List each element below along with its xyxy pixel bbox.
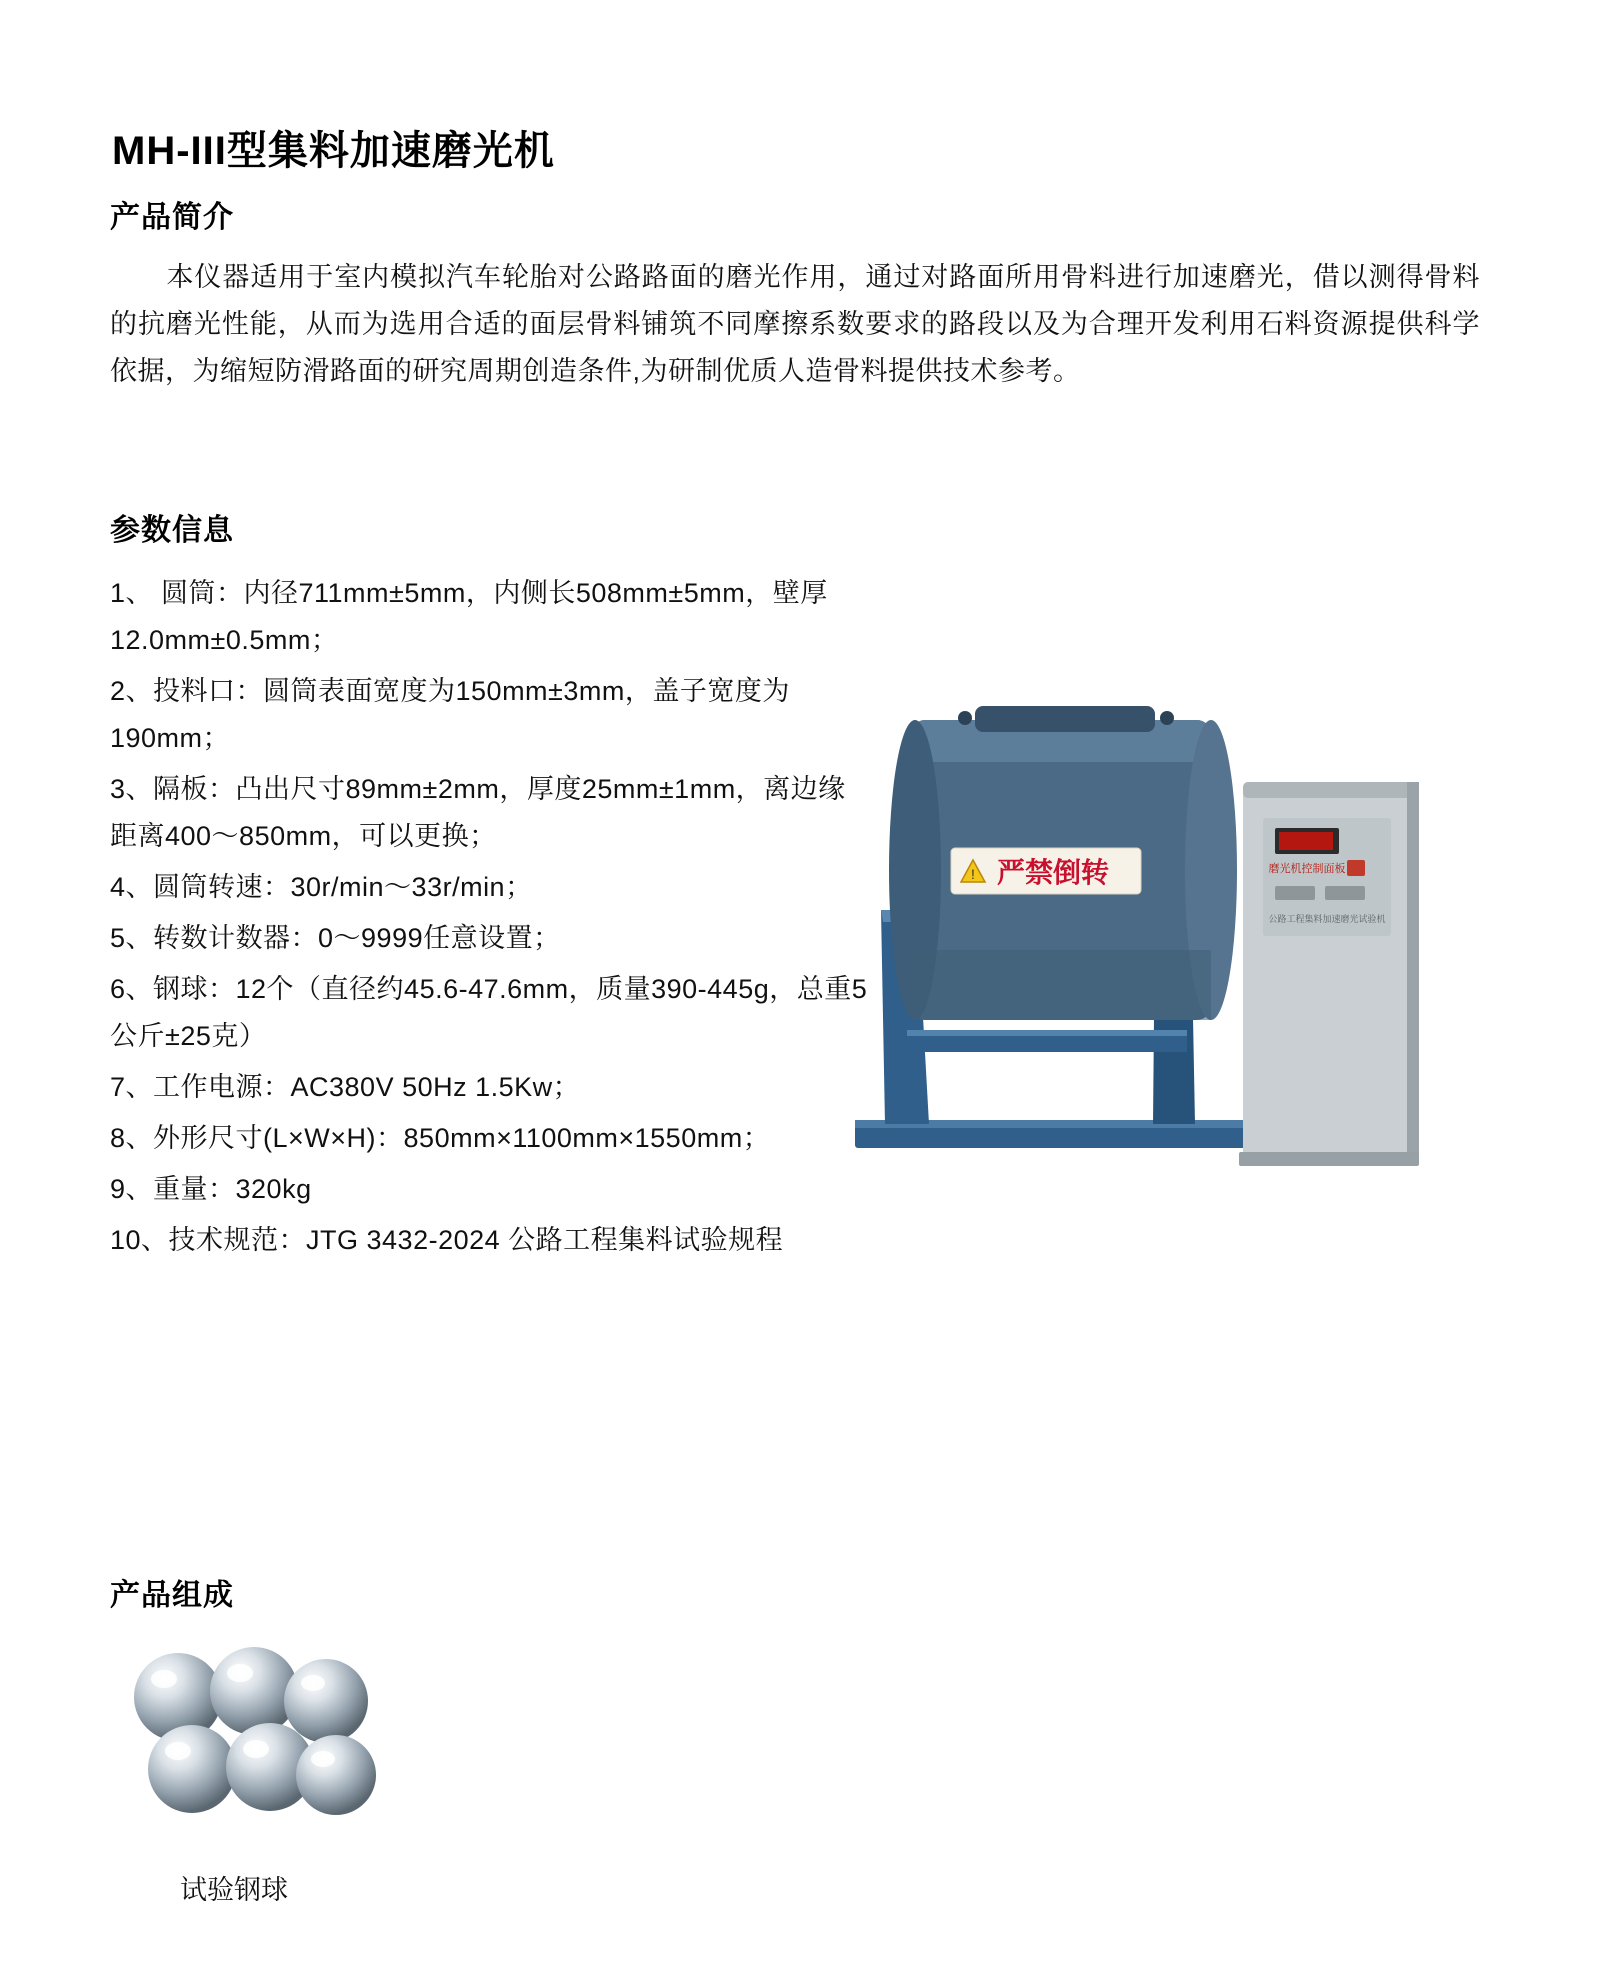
list-item: 10、技术规范：JTG 3432-2024 公路工程集料试验规程 xyxy=(110,1225,784,1255)
product-photo-steel-balls xyxy=(130,1645,380,1830)
list-item: 7、工作电源：AC380V 50Hz 1.5Kw； xyxy=(110,1072,581,1102)
svg-text:公路工程集料加速磨光试验机: 公路工程集料加速磨光试验机 xyxy=(1268,914,1386,924)
section-heading-parameters: 参数信息 xyxy=(110,514,234,547)
section-heading-intro: 产品简介 xyxy=(110,201,234,234)
list-item: 6、钢球：12个（直径约45.6-47.6mm，质量390-445g，总重5公斤±25克） xyxy=(110,974,868,1051)
svg-text:磨光机控制面板: 磨光机控制面板 xyxy=(1268,863,1346,875)
list-item: 9、重量：320kg xyxy=(110,1174,312,1204)
list-item: 4、圆筒转速：30r/min～33r/min； xyxy=(110,872,533,902)
parameter-list xyxy=(110,570,870,1268)
svg-text:严禁倒转: 严禁倒转 xyxy=(997,857,1110,888)
intro-paragraph xyxy=(110,254,1480,395)
list-item: 8、外形尺寸(L×W×H)：850mm×1100mm×1550mm； xyxy=(110,1123,771,1153)
list-item: 1、 圆筒：内径711mm±5mm，内侧长508mm±5mm，壁厚12.0mm±0.5mm； xyxy=(110,578,828,655)
intro-paragraph-text: 本仪器适用于室内模拟汽车轮胎对公路路面的磨光作用，通过对路面所用骨料进行加速磨光，借以测得骨料的抗磨光性能，从而为选用合适的面层骨料铺筑不同摩擦系数要求的路段以及为合理开发利用石料资源提供科学依据，为缩短防滑路面的研究周期创造条件,为研制优质人造骨料提供技术参考。 xyxy=(110,262,1480,386)
product-photo-machine xyxy=(855,700,1495,1260)
warning-label-group xyxy=(951,848,1141,894)
list-item: 5、转数计数器：0～9999任意设置； xyxy=(110,923,561,953)
list-item: 3、隔板：凸出尺寸89mm±2mm，厚度25mm±1mm，离边缘距离400～850mm，可以更换； xyxy=(110,774,846,851)
section-heading-composition: 产品组成 xyxy=(110,1579,234,1612)
svg-text:!: ! xyxy=(971,866,975,882)
list-item: 2、投料口：圆筒表面宽度为150mm±3mm，盖子宽度为190mm； xyxy=(110,676,790,753)
page-title: MH-III型集料加速磨光机 xyxy=(112,128,555,173)
image-caption-steel-balls: 试验钢球 xyxy=(180,1875,288,1905)
